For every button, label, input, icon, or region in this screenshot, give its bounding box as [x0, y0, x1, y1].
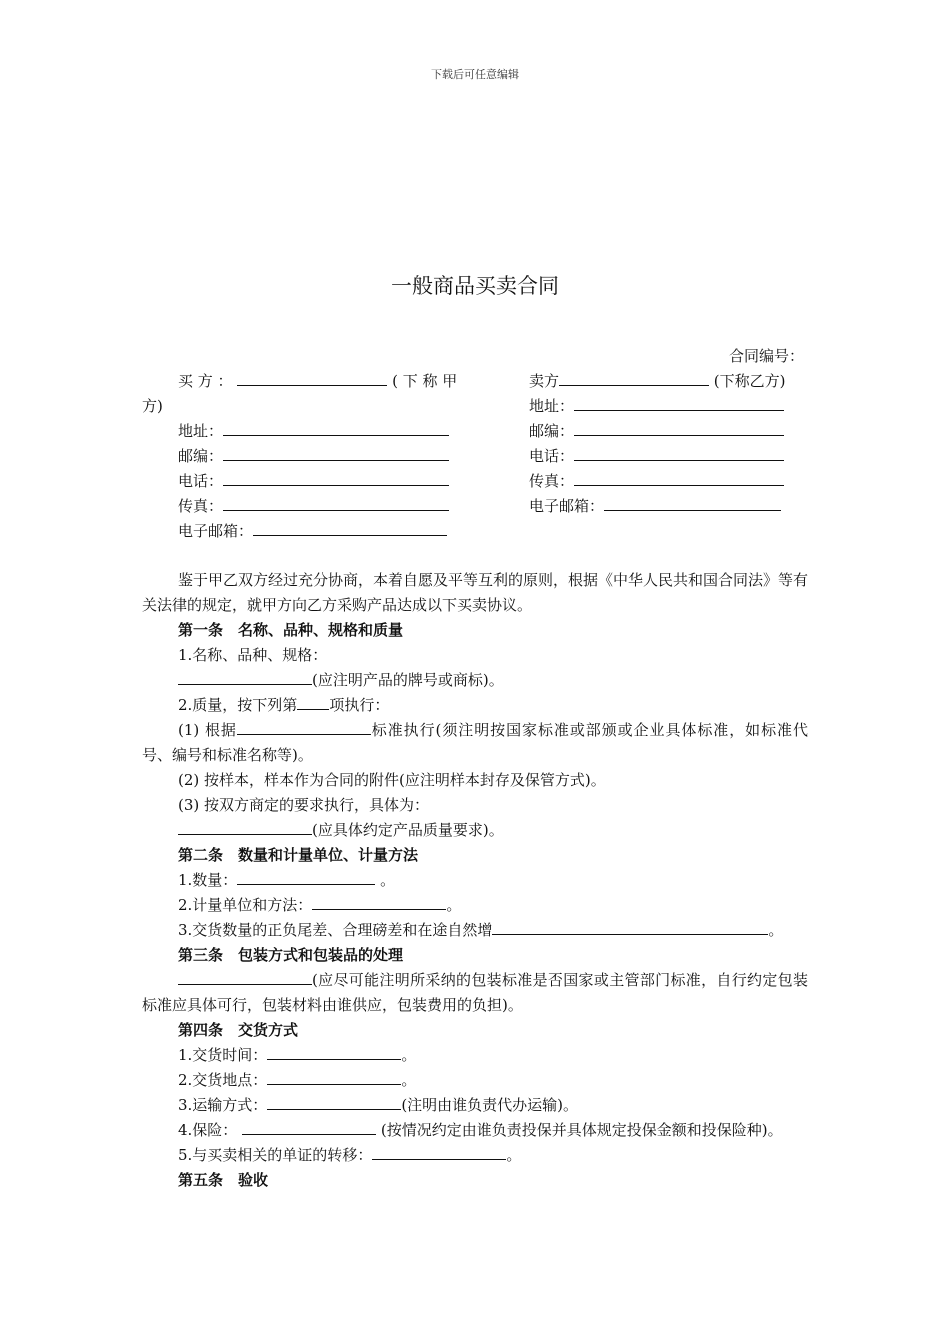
article-1-heading: 第一条 名称、品种、规格和质量	[178, 621, 404, 639]
article-1-item-2-3-detail: (应具体约定产品质量要求)。	[142, 818, 808, 843]
contract-number-label: 合同编号：	[728, 347, 804, 365]
article-4-heading: 第四条 交货方式	[178, 1021, 299, 1039]
buyer-info-block	[142, 369, 472, 544]
article-1-item-1-detail: (应注明产品的牌号或商标)。	[142, 668, 808, 693]
seller-phone-blank[interactable]	[574, 444, 784, 461]
buyer-phone-line: 电话：	[142, 469, 472, 494]
article-1-item-2-3: (3) 按双方商定的要求执行，具体为：	[178, 796, 430, 814]
article-4-item-5: 5.与买卖相关的单证的转移： 。	[142, 1143, 808, 1168]
quality-option-blank[interactable]	[297, 693, 329, 710]
tolerance-blank[interactable]	[492, 918, 768, 935]
seller-address-line: 地址：	[529, 394, 819, 419]
buyer-email-blank[interactable]	[253, 519, 447, 536]
product-name-blank[interactable]	[178, 668, 312, 685]
delivery-place-blank[interactable]	[267, 1068, 401, 1085]
buyer-fax-blank[interactable]	[223, 494, 449, 511]
buyer-postcode-blank[interactable]	[223, 444, 449, 461]
buyer-phone-blank[interactable]	[223, 469, 449, 486]
page-header-note: 下载后可任意编辑	[431, 68, 519, 81]
article-4-item-3: 3.运输方式： (注明由谁负责代办运输)。	[142, 1093, 808, 1118]
buyer-name-line: 买 方 ： ( 下 称 甲	[142, 369, 472, 394]
article-2-heading: 第二条 数量和计量单位、计量方法	[178, 846, 419, 864]
buyer-fax-line: 传真：	[142, 494, 472, 519]
standard-blank[interactable]	[237, 718, 371, 735]
article-1-item-1: 1.名称、品种、规格：	[178, 646, 328, 664]
seller-info-block	[529, 369, 819, 519]
quality-requirement-blank[interactable]	[178, 818, 312, 835]
article-1-item-2-1: (1) 根据 标准执行(须注明按国家标准或部颁或企业具体标准，如标准代号、编号和标准名称等)。	[142, 718, 808, 768]
seller-postcode-blank[interactable]	[574, 419, 784, 436]
documents-transfer-blank[interactable]	[372, 1143, 506, 1160]
buyer-postcode-line: 邮编：	[142, 444, 472, 469]
seller-email-line: 电子邮箱：	[529, 494, 819, 519]
quantity-blank[interactable]	[237, 868, 375, 885]
buyer-address-blank[interactable]	[223, 419, 449, 436]
seller-phone-line: 电话：	[529, 444, 819, 469]
seller-address-blank[interactable]	[574, 394, 784, 411]
buyer-address-line: 地址：	[142, 419, 472, 444]
delivery-time-blank[interactable]	[267, 1043, 401, 1060]
insurance-blank[interactable]	[242, 1118, 376, 1135]
seller-name-line: 卖方 (下称乙方)	[529, 369, 819, 394]
article-4-item-4: 4.保险： (按情况约定由谁负责投保并具体规定投保金额和投保险种)。	[142, 1118, 808, 1143]
contract-body	[142, 568, 808, 1193]
seller-fax-line: 传真：	[529, 469, 819, 494]
measure-unit-blank[interactable]	[312, 893, 446, 910]
preamble: 鉴于甲乙双方经过充分协商，本着自愿及平等互利的原则，根据《中华人民共和国合同法》等有关法律的规定，就甲方向乙方采购产品达成以下买卖协议。	[142, 571, 809, 614]
article-2-item-1: 1.数量： 。	[142, 868, 808, 893]
article-1-item-2: 2.质量，按下列第 项执行：	[142, 693, 808, 718]
article-3-heading: 第三条 包装方式和包装品的处理	[178, 946, 404, 964]
buyer-name-line-cont: 方)	[142, 397, 163, 415]
article-1-item-2-2: (2) 按样本，样本作为合同的附件(应注明样本封存及保管方式)。	[178, 771, 606, 789]
seller-fax-blank[interactable]	[574, 469, 784, 486]
buyer-name-blank[interactable]	[237, 369, 387, 386]
seller-postcode-line: 邮编：	[529, 419, 819, 444]
packaging-blank[interactable]	[178, 968, 312, 985]
seller-name-blank[interactable]	[559, 369, 709, 386]
buyer-email-line: 电子邮箱：	[142, 519, 472, 544]
article-2-item-3: 3.交货数量的正负尾差、合理磅差和在途自然增 。	[142, 918, 808, 943]
article-3-text: (应尽可能注明所采纳的包装标准是否国家或主管部门标准，自行约定包装标准应具体可行，包装材料由谁供应，包装费用的负担)。	[142, 968, 808, 1018]
transport-blank[interactable]	[267, 1093, 401, 1110]
seller-email-blank[interactable]	[604, 494, 781, 511]
article-5-heading: 第五条 验收	[178, 1171, 269, 1189]
article-4-item-1: 1.交货时间： 。	[142, 1043, 808, 1068]
article-2-item-2: 2.计量单位和方法： 。	[142, 893, 808, 918]
document-title: 一般商品买卖合同	[391, 274, 559, 298]
article-4-item-2: 2.交货地点： 。	[142, 1068, 808, 1093]
